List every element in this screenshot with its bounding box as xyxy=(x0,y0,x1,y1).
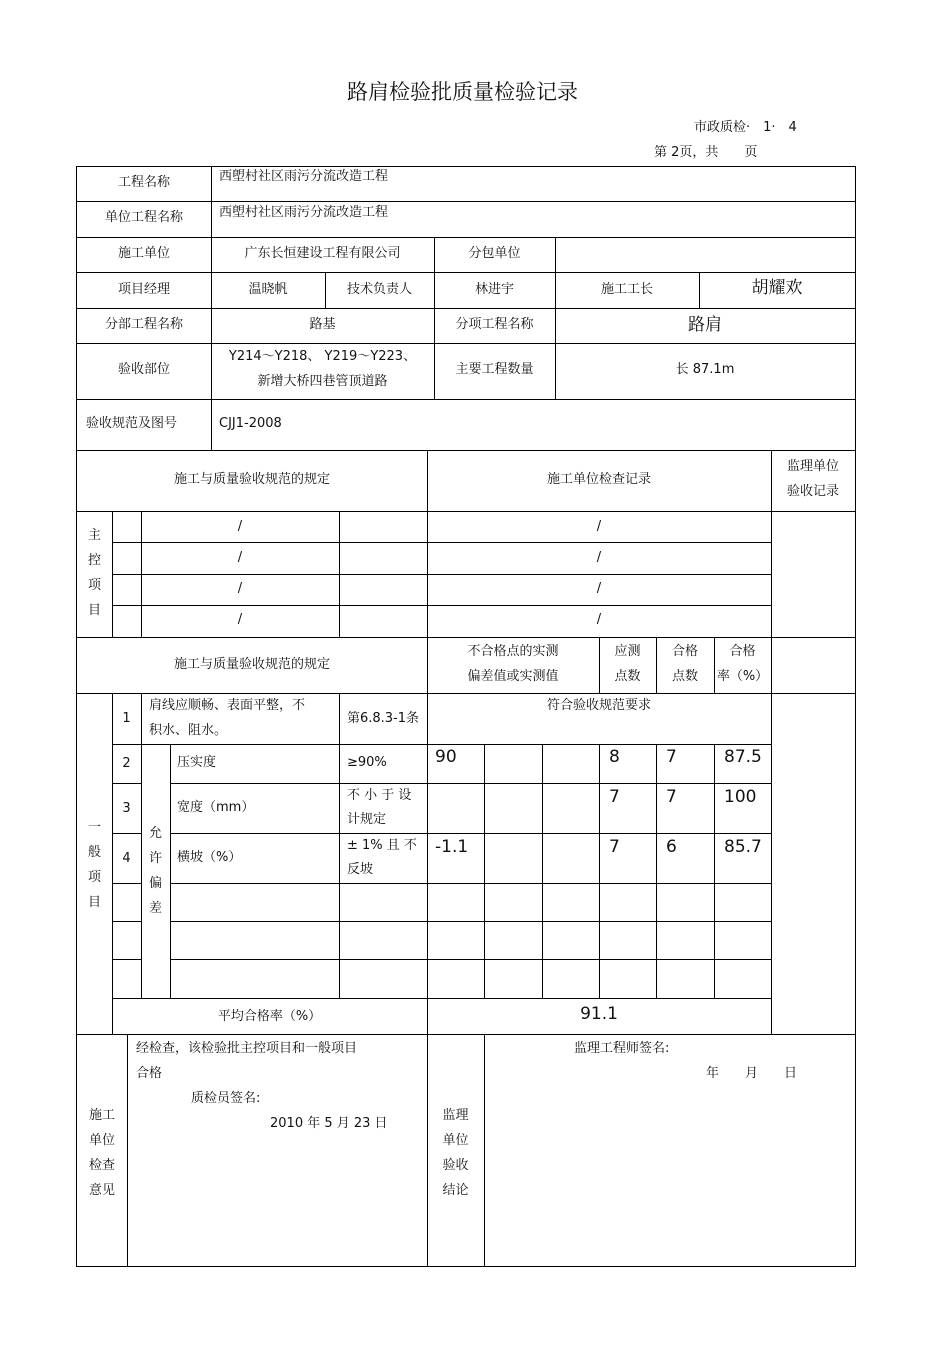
construction-check-date: 2010 年 5 月 23 日 xyxy=(270,1116,388,1131)
label-rules: 施工与质量验收规范的规定 xyxy=(173,472,330,487)
label-qualified-points-1: 合格 xyxy=(671,644,698,659)
value-construction-unit: 广东长恒建设工程有限公司 xyxy=(244,246,401,261)
value-location-line1: Y214～Y218、 Y219～Y223、 xyxy=(228,349,417,364)
item-1-desc-line1: 肩线应顺畅、表面平整，不 xyxy=(149,698,306,713)
supervision-conclusion-char-3: 验收 xyxy=(442,1158,469,1173)
construction-opinion-char-1: 施工 xyxy=(88,1108,115,1123)
tolerance-char-2: 许 xyxy=(148,851,162,866)
item-4-name: 横坡（%） xyxy=(177,850,242,865)
item-4-qualified-points: 6 xyxy=(666,837,677,857)
label-qualified-rate-1: 合格 xyxy=(729,644,756,659)
main-control-char-1: 主 xyxy=(87,528,101,543)
item-2-should-measure: 8 xyxy=(609,747,620,767)
item-3-qualified-rate: 100 xyxy=(724,787,757,807)
value-location-line2: 新增大桥四巷管顶道路 xyxy=(257,374,388,389)
main-control-record-4: / xyxy=(596,612,602,627)
item-4-requirement-line2: 反坡 xyxy=(347,862,374,877)
label-qualified-rate-2: 率（%） xyxy=(716,669,769,684)
main-control-row-2: / xyxy=(237,550,243,565)
main-control-char-4: 目 xyxy=(87,603,101,618)
label-acceptance-location: 验收部位 xyxy=(117,362,170,377)
label-should-measure-1: 应测 xyxy=(614,644,641,659)
main-control-row-4: / xyxy=(237,612,243,627)
item-2-qualified-points: 7 xyxy=(666,747,677,767)
label-unqualified-1: 不合格点的实测 xyxy=(467,644,559,659)
item-3-requirement-line2: 计规定 xyxy=(347,812,387,827)
tolerance-char-1: 允 xyxy=(148,826,162,841)
label-unit-project: 单位工程名称 xyxy=(104,210,183,225)
label-qualified-points-2: 点数 xyxy=(671,669,698,684)
item-3-requirement-line1: 不 小 于 设 xyxy=(347,788,412,803)
label-sub-division: 分部工程名称 xyxy=(104,317,183,332)
value-sub-item: 路肩 xyxy=(688,315,722,335)
value-tech-lead: 林进宇 xyxy=(474,282,514,297)
label-foreman: 施工工长 xyxy=(600,282,653,297)
item-1-result: 符合验收规范要求 xyxy=(546,698,651,713)
label-construction-unit: 施工单位 xyxy=(117,246,170,261)
general-char-1: 一 xyxy=(87,820,101,835)
supervision-date: 年 月 日 xyxy=(706,1066,798,1081)
label-main-quantity: 主要工程数量 xyxy=(455,362,534,377)
item-1-no: 1 xyxy=(122,711,131,726)
label-supervision-record-1: 监理单位 xyxy=(786,459,839,474)
item-2-measured: 90 xyxy=(435,747,457,767)
item-4-should-measure: 7 xyxy=(609,837,620,857)
item-4-qualified-rate: 85.7 xyxy=(724,837,762,857)
label-spec: 验收规范及图号 xyxy=(86,416,178,431)
tolerance-char-4: 差 xyxy=(148,901,162,916)
label-rules-general: 施工与质量验收规范的规定 xyxy=(173,657,330,672)
value-main-quantity: 长 87.1m xyxy=(675,362,735,377)
supervision-conclusion-char-4: 结论 xyxy=(442,1183,469,1198)
construction-check-line1: 经检查，该检验批主控项目和一般项目 xyxy=(136,1041,358,1056)
general-char-3: 项 xyxy=(87,870,101,885)
document-title: 路肩检验批质量检验记录 xyxy=(347,80,578,104)
item-4-no: 4 xyxy=(122,851,131,866)
form-code: 市政质检· 1· 4 xyxy=(694,120,797,135)
item-2-name: 压实度 xyxy=(177,755,217,770)
inspection-form-table xyxy=(76,166,856,1267)
main-control-char-2: 控 xyxy=(87,553,101,568)
label-subcontractor: 分包单位 xyxy=(468,246,521,261)
supervision-conclusion-char-1: 监理 xyxy=(442,1108,469,1123)
item-2-qualified-rate: 87.5 xyxy=(724,747,762,767)
item-3-qualified-points: 7 xyxy=(666,787,677,807)
construction-check-line2: 合格 xyxy=(136,1066,163,1081)
label-project-manager: 项目经理 xyxy=(117,282,170,297)
value-foreman: 胡耀欢 xyxy=(751,278,803,298)
item-3-should-measure: 7 xyxy=(609,787,620,807)
item-2-no: 2 xyxy=(122,756,131,771)
item-4-requirement-line1: ± 1% 且 不 xyxy=(347,838,417,853)
item-3-name: 宽度（mm） xyxy=(177,800,255,815)
construction-opinion-char-4: 意见 xyxy=(88,1183,115,1198)
main-control-char-3: 项 xyxy=(87,578,101,593)
value-unit-project: 西塱村社区雨污分流改造工程 xyxy=(219,205,389,220)
label-average-rate: 平均合格率（%） xyxy=(217,1009,322,1024)
label-sub-item: 分项工程名称 xyxy=(455,317,534,332)
main-control-record-2: / xyxy=(596,550,602,565)
main-control-record-1: / xyxy=(596,519,602,534)
label-project-name: 工程名称 xyxy=(117,175,170,190)
main-control-record-3: / xyxy=(596,581,602,596)
value-project-manager: 温晓帆 xyxy=(248,282,288,297)
main-control-row-1: / xyxy=(237,519,243,534)
supervision-conclusion-char-2: 单位 xyxy=(442,1133,469,1148)
item-4-measured: -1.1 xyxy=(435,837,469,857)
general-char-2: 般 xyxy=(87,845,101,860)
item-1-clause: 第6.8.3-1条 xyxy=(346,711,420,726)
tolerance-char-3: 偏 xyxy=(148,876,162,891)
main-control-row-3: / xyxy=(237,581,243,596)
label-inspection-record: 施工单位检查记录 xyxy=(546,472,651,487)
value-sub-division: 路基 xyxy=(309,317,336,332)
page-info: 第 2页，共 页 xyxy=(654,145,758,160)
inspector-signature-label: 质检员签名: xyxy=(191,1091,261,1106)
value-average-rate: 91.1 xyxy=(580,1004,618,1024)
item-3-no: 3 xyxy=(122,801,131,816)
label-unqualified-2: 偏差值或实测值 xyxy=(467,669,559,684)
general-char-4: 目 xyxy=(87,895,101,910)
construction-opinion-char-2: 单位 xyxy=(88,1133,115,1148)
item-2-requirement: ≥90% xyxy=(347,755,387,770)
label-tech-lead: 技术负责人 xyxy=(346,282,412,297)
value-project-name: 西塱村社区雨污分流改造工程 xyxy=(219,169,389,184)
label-supervision-record-2: 验收记录 xyxy=(786,484,839,499)
value-spec: CJJ1-2008 xyxy=(219,416,282,431)
item-1-desc-line2: 积水、阻水。 xyxy=(149,723,228,738)
label-should-measure-2: 点数 xyxy=(614,669,641,684)
construction-opinion-char-3: 检查 xyxy=(88,1158,115,1173)
supervision-engineer-label: 监理工程师签名: xyxy=(574,1041,670,1056)
